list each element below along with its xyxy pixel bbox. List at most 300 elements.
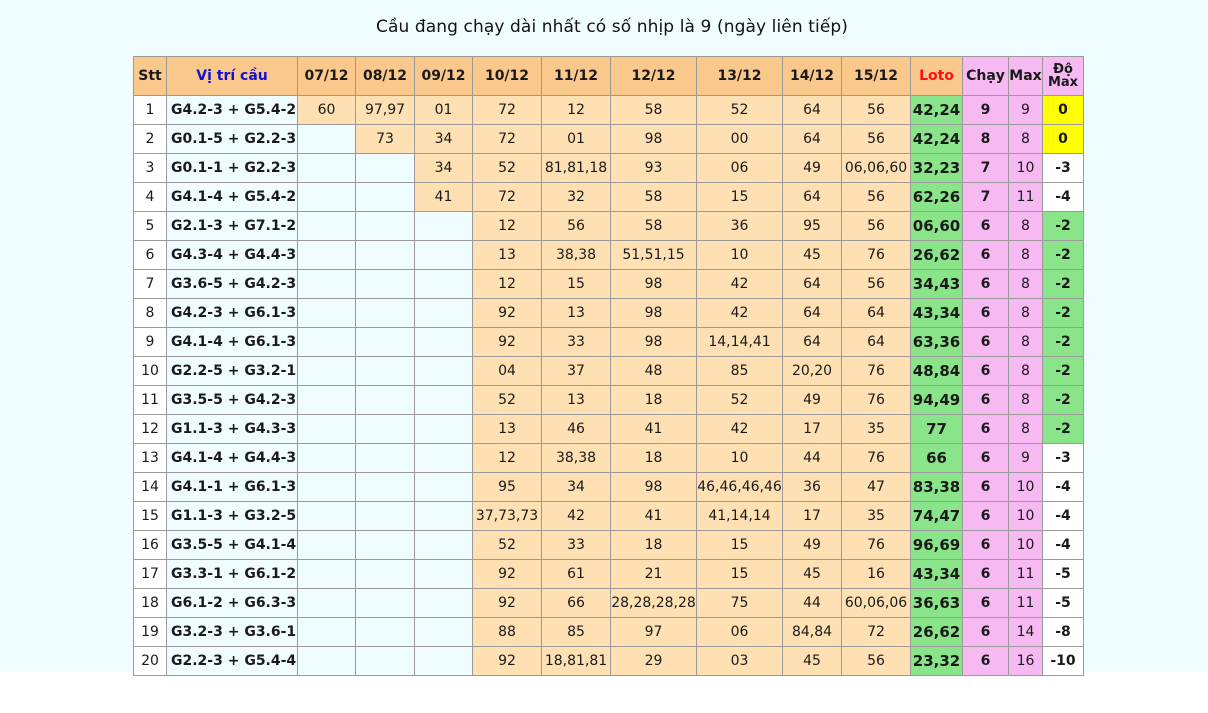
bridge-table (133, 56, 1084, 676)
day-cell-empty (356, 502, 415, 531)
day-value: 52 (697, 96, 783, 125)
day-cell-empty (415, 647, 473, 676)
loto-value: 43,34 (911, 560, 963, 589)
max-value: 11 (1009, 183, 1043, 212)
loto-value: 96,69 (911, 531, 963, 560)
chay-value: 6 (963, 241, 1009, 270)
day-value: 64 (842, 328, 911, 357)
chay-value: 6 (963, 502, 1009, 531)
day-cell-empty (298, 357, 356, 386)
day-cell-empty (298, 241, 356, 270)
loto-value: 94,49 (911, 386, 963, 415)
day-value: 14,14,41 (697, 328, 783, 357)
do-max-value: -4 (1043, 531, 1084, 560)
table-row (134, 444, 1084, 473)
day-value: 18 (611, 386, 697, 415)
day-value: 76 (842, 241, 911, 270)
day-cell-empty (415, 357, 473, 386)
bridge-position-link[interactable]: G1.1-3 + G3.2-5 (167, 502, 298, 531)
row-number: 6 (134, 241, 167, 270)
max-value: 10 (1009, 531, 1043, 560)
day-value: 13 (542, 386, 611, 415)
table-row (134, 560, 1084, 589)
day-value: 64 (783, 299, 842, 328)
day-value: 20,20 (783, 357, 842, 386)
chay-value: 9 (963, 96, 1009, 125)
day-value: 34 (542, 473, 611, 502)
table-body (134, 96, 1084, 676)
bridge-position-link[interactable]: G4.1-4 + G5.4-2 (167, 183, 298, 212)
table-row (134, 386, 1084, 415)
day-value: 41 (611, 415, 697, 444)
day-value: 47 (842, 473, 911, 502)
loto-value: 66 (911, 444, 963, 473)
bridge-position-link[interactable]: G4.2-3 + G6.1-3 (167, 299, 298, 328)
max-value: 11 (1009, 560, 1043, 589)
table-row (134, 241, 1084, 270)
bridge-position-link[interactable]: G4.2-3 + G5.4-2 (167, 96, 298, 125)
day-cell-empty (298, 618, 356, 647)
day-value: 64 (783, 270, 842, 299)
day-value: 42 (697, 270, 783, 299)
bridge-position-link[interactable]: G4.1-1 + G6.1-3 (167, 473, 298, 502)
chay-value: 6 (963, 589, 1009, 618)
bridge-position-link[interactable]: G2.2-5 + G3.2-1 (167, 357, 298, 386)
max-value: 10 (1009, 502, 1043, 531)
day-cell-empty (356, 473, 415, 502)
day-value: 58 (611, 212, 697, 241)
day-value: 35 (842, 502, 911, 531)
bridge-position-link[interactable]: G2.2-3 + G5.4-4 (167, 647, 298, 676)
day-cell-empty (415, 328, 473, 357)
day-value: 98 (611, 299, 697, 328)
day-value: 41,14,14 (697, 502, 783, 531)
day-value: 75 (697, 589, 783, 618)
max-value: 9 (1009, 444, 1043, 473)
day-value: 42 (697, 299, 783, 328)
day-value: 01 (415, 96, 473, 125)
day-value: 92 (473, 647, 542, 676)
day-value: 42 (697, 415, 783, 444)
loto-value: 43,34 (911, 299, 963, 328)
table-row (134, 647, 1084, 676)
do-max-value: -4 (1043, 502, 1084, 531)
day-value: 35 (842, 415, 911, 444)
day-value: 56 (842, 270, 911, 299)
day-value: 56 (842, 96, 911, 125)
day-cell-empty (298, 328, 356, 357)
max-value: 8 (1009, 357, 1043, 386)
max-value: 10 (1009, 473, 1043, 502)
header-stt: Stt (134, 57, 167, 96)
loto-value: 06,60 (911, 212, 963, 241)
day-value: 85 (697, 357, 783, 386)
day-value: 84,84 (783, 618, 842, 647)
do-max-value: -10 (1043, 647, 1084, 676)
day-cell-empty (415, 415, 473, 444)
day-value: 15 (697, 183, 783, 212)
day-value: 56 (842, 183, 911, 212)
max-value: 8 (1009, 386, 1043, 415)
day-value: 18,81,81 (542, 647, 611, 676)
chay-value: 6 (963, 560, 1009, 589)
day-value: 17 (783, 502, 842, 531)
bridge-position-link[interactable]: G3.5-5 + G4.1-4 (167, 531, 298, 560)
day-value: 34 (415, 154, 473, 183)
day-value: 48 (611, 357, 697, 386)
row-number: 15 (134, 502, 167, 531)
day-cell-empty (298, 299, 356, 328)
do-max-value: -2 (1043, 241, 1084, 270)
day-value: 37 (542, 357, 611, 386)
bridge-position-link[interactable]: G3.2-3 + G3.6-1 (167, 618, 298, 647)
header-day: 14/12 (783, 57, 842, 96)
day-value: 85 (542, 618, 611, 647)
day-value: 13 (473, 241, 542, 270)
max-value: 8 (1009, 328, 1043, 357)
table-row (134, 415, 1084, 444)
day-value: 06 (697, 154, 783, 183)
do-max-value: -5 (1043, 589, 1084, 618)
chay-value: 6 (963, 415, 1009, 444)
day-cell-empty (356, 241, 415, 270)
day-value: 16 (842, 560, 911, 589)
day-value: 21 (611, 560, 697, 589)
loto-value: 83,38 (911, 473, 963, 502)
loto-value: 36,63 (911, 589, 963, 618)
day-value: 38,38 (542, 241, 611, 270)
header-chay: Chạy (963, 57, 1009, 96)
day-cell-empty (356, 589, 415, 618)
day-cell-empty (415, 473, 473, 502)
chay-value: 7 (963, 183, 1009, 212)
do-max-value: -3 (1043, 444, 1084, 473)
day-value: 64 (783, 96, 842, 125)
day-cell-empty (298, 386, 356, 415)
do-max-value: -2 (1043, 328, 1084, 357)
header-day: 10/12 (473, 57, 542, 96)
table-row (134, 154, 1084, 183)
day-value: 72 (473, 96, 542, 125)
header-day: 15/12 (842, 57, 911, 96)
bridge-position-link[interactable]: G3.3-1 + G6.1-2 (167, 560, 298, 589)
chay-value: 6 (963, 299, 1009, 328)
day-value: 41 (415, 183, 473, 212)
do-max-value: 0 (1043, 96, 1084, 125)
bridge-position-link[interactable]: G0.1-5 + G2.2-3 (167, 125, 298, 154)
day-cell-empty (298, 212, 356, 241)
day-cell-empty (356, 212, 415, 241)
header-day: 07/12 (298, 57, 356, 96)
day-value: 15 (542, 270, 611, 299)
bridge-position-link[interactable]: G4.3-4 + G4.4-3 (167, 241, 298, 270)
row-number: 13 (134, 444, 167, 473)
day-value: 93 (611, 154, 697, 183)
header-day: 12/12 (611, 57, 697, 96)
day-value: 45 (783, 647, 842, 676)
header-do-max (1043, 57, 1084, 96)
day-value: 97 (611, 618, 697, 647)
loto-value: 74,47 (911, 502, 963, 531)
day-value: 15 (697, 560, 783, 589)
header-day: 09/12 (415, 57, 473, 96)
do-max-value: -4 (1043, 473, 1084, 502)
table-row (134, 328, 1084, 357)
table-row (134, 473, 1084, 502)
do-max-value: -2 (1043, 386, 1084, 415)
day-value: 33 (542, 328, 611, 357)
day-cell-empty (356, 299, 415, 328)
day-value: 64 (783, 125, 842, 154)
day-cell-empty (356, 560, 415, 589)
loto-value: 63,36 (911, 328, 963, 357)
day-value: 06 (697, 618, 783, 647)
day-value: 00 (697, 125, 783, 154)
day-value: 52 (473, 386, 542, 415)
day-value: 76 (842, 531, 911, 560)
day-value: 97,97 (356, 96, 415, 125)
day-value: 92 (473, 299, 542, 328)
day-value: 98 (611, 328, 697, 357)
day-value: 76 (842, 444, 911, 473)
chay-value: 6 (963, 618, 1009, 647)
chay-value: 6 (963, 473, 1009, 502)
day-value: 44 (783, 589, 842, 618)
day-value: 45 (783, 241, 842, 270)
day-value: 44 (783, 444, 842, 473)
do-max-value: -2 (1043, 357, 1084, 386)
header-loto: Loto (911, 57, 963, 96)
day-value: 52 (473, 531, 542, 560)
day-value: 04 (473, 357, 542, 386)
day-value: 13 (473, 415, 542, 444)
row-number: 18 (134, 589, 167, 618)
bridge-position-link[interactable]: G4.1-4 + G4.4-3 (167, 444, 298, 473)
day-value: 58 (611, 96, 697, 125)
day-value: 64 (783, 328, 842, 357)
day-value: 76 (842, 386, 911, 415)
chay-value: 6 (963, 647, 1009, 676)
max-value: 8 (1009, 212, 1043, 241)
day-value: 51,51,15 (611, 241, 697, 270)
day-cell-empty (298, 415, 356, 444)
day-cell-empty (298, 589, 356, 618)
day-cell-empty (415, 386, 473, 415)
day-value: 95 (783, 212, 842, 241)
day-value: 56 (842, 212, 911, 241)
day-value: 98 (611, 270, 697, 299)
do-max-value: 0 (1043, 125, 1084, 154)
day-value: 01 (542, 125, 611, 154)
day-value: 92 (473, 560, 542, 589)
header-max: Max (1009, 57, 1043, 96)
day-value: 36 (697, 212, 783, 241)
bridge-position-link[interactable]: G4.1-4 + G6.1-3 (167, 328, 298, 357)
row-number: 16 (134, 531, 167, 560)
header-day: 11/12 (542, 57, 611, 96)
day-value: 52 (697, 386, 783, 415)
chay-value: 6 (963, 270, 1009, 299)
table-row (134, 618, 1084, 647)
day-cell-empty (356, 647, 415, 676)
bridge-position-link[interactable]: G2.1-3 + G7.1-2 (167, 212, 298, 241)
day-value: 64 (783, 183, 842, 212)
day-cell-empty (356, 270, 415, 299)
header-row (134, 57, 1084, 96)
day-value: 66 (542, 589, 611, 618)
row-number: 17 (134, 560, 167, 589)
day-value: 32 (542, 183, 611, 212)
bridge-position-link[interactable]: G0.1-1 + G2.2-3 (167, 154, 298, 183)
day-value: 49 (783, 386, 842, 415)
day-value: 58 (611, 183, 697, 212)
row-number: 2 (134, 125, 167, 154)
table-row (134, 531, 1084, 560)
loto-value: 26,62 (911, 618, 963, 647)
bridge-position-link[interactable]: G3.5-5 + G4.2-3 (167, 386, 298, 415)
row-number: 3 (134, 154, 167, 183)
day-value: 12 (473, 444, 542, 473)
day-value: 38,38 (542, 444, 611, 473)
header-day: 08/12 (356, 57, 415, 96)
do-max-value: -4 (1043, 183, 1084, 212)
day-value: 56 (842, 125, 911, 154)
loto-value: 34,43 (911, 270, 963, 299)
day-cell-empty (298, 444, 356, 473)
row-number: 11 (134, 386, 167, 415)
max-value: 8 (1009, 299, 1043, 328)
day-cell-empty (298, 154, 356, 183)
max-value: 10 (1009, 154, 1043, 183)
day-value: 76 (842, 357, 911, 386)
day-value: 98 (611, 125, 697, 154)
day-cell-empty (298, 560, 356, 589)
row-number: 8 (134, 299, 167, 328)
loto-value: 48,84 (911, 357, 963, 386)
day-value: 41 (611, 502, 697, 531)
day-value: 06,06,60 (842, 154, 911, 183)
chay-value: 6 (963, 212, 1009, 241)
day-value: 73 (356, 125, 415, 154)
row-number: 1 (134, 96, 167, 125)
loto-value: 62,26 (911, 183, 963, 212)
day-value: 15 (697, 531, 783, 560)
day-cell-empty (415, 241, 473, 270)
day-value: 10 (697, 444, 783, 473)
bridge-position-link[interactable]: G3.6-5 + G4.2-3 (167, 270, 298, 299)
day-cell-empty (298, 473, 356, 502)
day-value: 37,73,73 (473, 502, 542, 531)
day-cell-empty (415, 589, 473, 618)
max-value: 8 (1009, 125, 1043, 154)
chay-value: 6 (963, 386, 1009, 415)
day-value: 49 (783, 531, 842, 560)
day-value: 03 (697, 647, 783, 676)
row-number: 5 (134, 212, 167, 241)
day-cell-empty (415, 531, 473, 560)
day-cell-empty (298, 531, 356, 560)
day-cell-empty (415, 560, 473, 589)
table-row (134, 357, 1084, 386)
table-row (134, 589, 1084, 618)
day-value: 95 (473, 473, 542, 502)
chay-value: 7 (963, 154, 1009, 183)
day-value: 46,46,46,46 (697, 473, 783, 502)
row-number: 4 (134, 183, 167, 212)
table-row (134, 125, 1084, 154)
day-value: 18 (611, 444, 697, 473)
table-row (134, 212, 1084, 241)
header-do-max-line2: Max (1047, 75, 1079, 90)
day-cell-empty (415, 270, 473, 299)
day-value: 49 (783, 154, 842, 183)
day-value: 12 (473, 212, 542, 241)
day-value: 61 (542, 560, 611, 589)
day-value: 88 (473, 618, 542, 647)
day-value: 13 (542, 299, 611, 328)
day-cell-empty (298, 647, 356, 676)
day-value: 33 (542, 531, 611, 560)
day-value: 12 (542, 96, 611, 125)
loto-value: 42,24 (911, 125, 963, 154)
day-value: 56 (842, 647, 911, 676)
do-max-value: -5 (1043, 560, 1084, 589)
do-max-value: -2 (1043, 212, 1084, 241)
max-value: 8 (1009, 415, 1043, 444)
row-number: 20 (134, 647, 167, 676)
day-value: 92 (473, 328, 542, 357)
day-value: 10 (697, 241, 783, 270)
do-max-value: -2 (1043, 415, 1084, 444)
chay-value: 6 (963, 531, 1009, 560)
day-cell-empty (415, 502, 473, 531)
day-value: 52 (473, 154, 542, 183)
table-row (134, 183, 1084, 212)
day-value: 28,28,28,28 (611, 589, 697, 618)
chay-value: 6 (963, 444, 1009, 473)
day-value: 92 (473, 589, 542, 618)
day-value: 34 (415, 125, 473, 154)
table-row (134, 299, 1084, 328)
chay-value: 6 (963, 357, 1009, 386)
day-cell-empty (356, 154, 415, 183)
row-number: 9 (134, 328, 167, 357)
bridge-position-link[interactable]: G1.1-3 + G4.3-3 (167, 415, 298, 444)
max-value: 8 (1009, 241, 1043, 270)
day-cell-empty (356, 328, 415, 357)
day-value: 12 (473, 270, 542, 299)
header-position: Vị trí cầu (167, 57, 298, 96)
bridge-position-link[interactable]: G6.1-2 + G6.3-3 (167, 589, 298, 618)
day-value: 60,06,06 (842, 589, 911, 618)
day-value: 56 (542, 212, 611, 241)
day-cell-empty (356, 183, 415, 212)
day-value: 81,81,18 (542, 154, 611, 183)
max-value: 8 (1009, 270, 1043, 299)
loto-value: 23,32 (911, 647, 963, 676)
day-value: 18 (611, 531, 697, 560)
day-value: 36 (783, 473, 842, 502)
day-value: 29 (611, 647, 697, 676)
day-value: 72 (842, 618, 911, 647)
day-value: 45 (783, 560, 842, 589)
max-value: 11 (1009, 589, 1043, 618)
page-title: Cầu đang chạy dài nhất có số nhịp là 9 (ngày liên tiếp) (376, 17, 848, 37)
chay-value: 8 (963, 125, 1009, 154)
max-value: 16 (1009, 647, 1043, 676)
table-row (134, 502, 1084, 531)
day-value: 60 (298, 96, 356, 125)
